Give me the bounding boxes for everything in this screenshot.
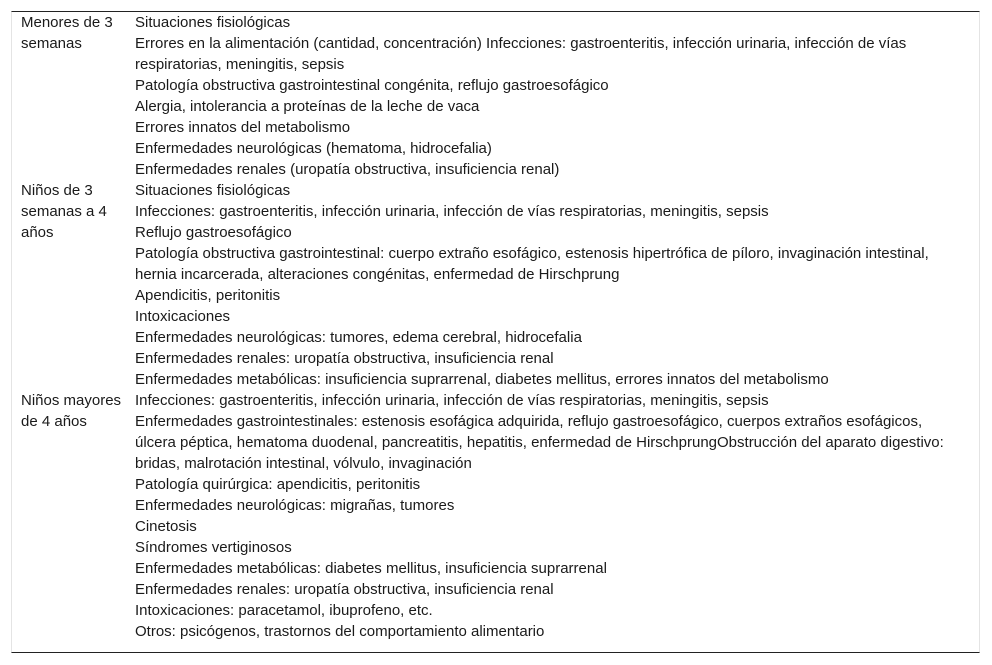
cause-item: Enfermedades gastrointestinales: estenosis esofágica adquirida, reflujo gastroesofágico, cuerpos extraños esofágicos, úlcera péptica, hematoma duodenal, pancreatitis, hepatitis, enfermedad de HirschprungObstrucción del aparato digestivo: bridas, malrotación intestinal, vólvulo, invaginación bbox=[135, 413, 944, 472]
cause-item: Situaciones fisiológicas bbox=[135, 14, 291, 31]
age-group-cell: Menores de 3 semanas bbox=[21, 14, 113, 52]
cause-item: Enfermedades neurológicas: tumores, edema cerebral, hidrocefalia bbox=[135, 329, 582, 346]
causes-cell bbox=[135, 180, 979, 390]
cause-item: Errores en la alimentación (cantidad, concentración) Infecciones: gastroenteritis, infección urinaria, infección de vías respiratorias, meningitis, sepsis bbox=[135, 35, 907, 73]
cause-item: Alergia, intolerancia a proteínas de la leche de vaca bbox=[135, 98, 480, 115]
cause-item: Reflujo gastroesofágico bbox=[135, 224, 292, 241]
causes-table bbox=[12, 12, 979, 642]
cause-item: Otros: psicógenos, trastornos del comportamiento alimentario bbox=[135, 623, 545, 640]
cause-item: Apendicitis, peritonitis bbox=[135, 287, 281, 304]
cause-item: Cinetosis bbox=[135, 518, 197, 535]
cause-item: Síndromes vertiginosos bbox=[135, 539, 292, 556]
cause-item: Enfermedades neurológicas: migrañas, tumores bbox=[135, 497, 455, 514]
cause-item: Errores innatos del metabolismo bbox=[135, 119, 351, 136]
table-frame bbox=[11, 11, 980, 653]
causes-cell bbox=[135, 390, 979, 642]
causes-cell bbox=[135, 12, 979, 180]
cause-item: Infecciones: gastroenteritis, infección urinaria, infección de vías respiratorias, meningitis, sepsis bbox=[135, 203, 769, 220]
cause-item: Intoxicaciones: paracetamol, ibuprofeno, etc. bbox=[135, 602, 433, 619]
cause-item: Enfermedades renales: uropatía obstructiva, insuficiencia renal bbox=[135, 581, 554, 598]
cause-item: Situaciones fisiológicas bbox=[135, 182, 291, 199]
cause-item: Patología quirúrgica: apendicitis, peritonitis bbox=[135, 476, 421, 493]
cause-item: Enfermedades metabólicas: insuficiencia suprarrenal, diabetes mellitus, errores innatos del metabolismo bbox=[135, 371, 829, 388]
cause-item: Enfermedades metabólicas: diabetes mellitus, insuficiencia suprarrenal bbox=[135, 560, 607, 577]
cause-item: Intoxicaciones bbox=[135, 308, 231, 325]
table-row bbox=[12, 12, 979, 180]
cause-item: Patología obstructiva gastrointestinal: cuerpo extraño esofágico, estenosis hipertrófica de píloro, invaginación intestinal, hernia incarcerada, alteraciones congénitas, enfermedad de Hirschprung bbox=[135, 245, 929, 283]
table-row bbox=[12, 180, 979, 390]
age-group-cell: Niños mayores de 4 años bbox=[21, 392, 122, 430]
cause-item: Enfermedades renales: uropatía obstructiva, insuficiencia renal bbox=[135, 350, 554, 367]
table-row bbox=[12, 390, 979, 642]
cause-item: Patología obstructiva gastrointestinal congénita, reflujo gastroesofágico bbox=[135, 77, 609, 94]
cause-item: Enfermedades neurológicas (hematoma, hidrocefalia) bbox=[135, 140, 492, 157]
cause-item: Enfermedades renales (uropatía obstructiva, insuficiencia renal) bbox=[135, 161, 560, 178]
cause-item: Infecciones: gastroenteritis, infección urinaria, infección de vías respiratorias, meningitis, sepsis bbox=[135, 392, 769, 409]
age-group-cell: Niños de 3 semanas a 4 años bbox=[21, 182, 107, 241]
